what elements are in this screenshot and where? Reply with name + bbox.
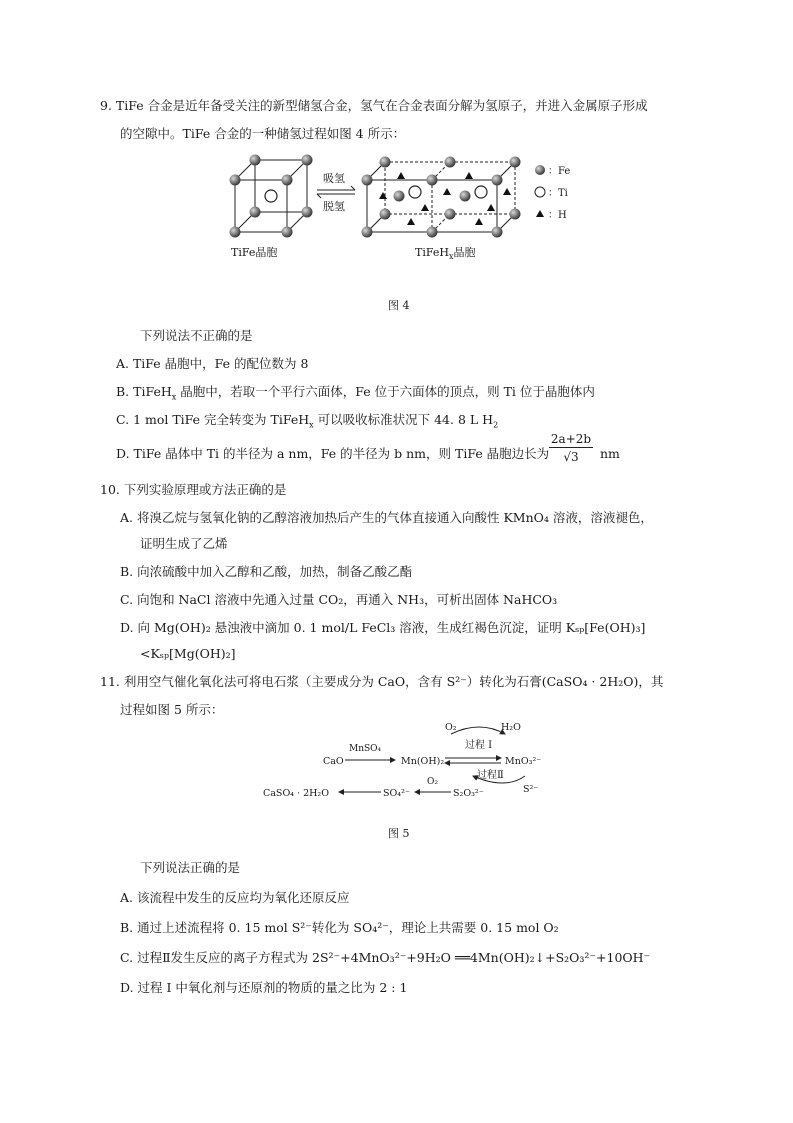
q9-option-a: A. TiFe 晶胞中，Fe 的配位数为 8 — [116, 356, 309, 371]
q9-option-b: B. TiFeH$_x$ 晶胞中，若取一个平行六面体，Fe 位于六面体的顶点，则 Ti 位于晶胞体内 — [116, 384, 595, 402]
process-2-label: 过程Ⅱ — [477, 770, 504, 781]
process-1-label: 过程 Ⅰ — [465, 740, 493, 751]
q9-d-numerator: 2a+2b — [550, 432, 592, 446]
h2o-label: H₂O — [501, 722, 521, 733]
q9-stem-line2: 的空隙中。TiFe 合金的一种储氢过程如图 4 所示： — [120, 126, 406, 141]
cao-label: CaO — [323, 756, 344, 767]
q10-option-d-line2: <Kₛₚ[Mg(OH)₂] — [140, 646, 236, 661]
q11-option-b: B. 通过上述流程将 0. 15 mol S²⁻转化为 SO₄²⁻，理论上共需要 0. 15 mol O₂ — [120, 920, 559, 935]
q11-prompt: 下列说法正确的是 — [140, 860, 241, 875]
tifehx-caption: TiFeH$_x$晶胞 — [415, 246, 476, 261]
release-label: 脱氢 — [323, 200, 345, 213]
s2o3-label: S₂O₃²⁻ — [453, 788, 484, 799]
tifehx-unit-cell — [367, 162, 515, 232]
legend-fe-label: ：Fe — [548, 166, 571, 177]
legend-ti-swatch — [535, 187, 545, 197]
q10-option-a-line1: A. 将溴乙烷与氢氧化钠的乙醇溶液加热后产生的气体直接通入向酸性 KMnO₄ 溶液，溶液褪色， — [120, 510, 653, 525]
tife-ti-atom — [265, 190, 277, 202]
process-1-curve — [451, 727, 505, 734]
q10-option-b: B. 向浓硫酸中加入乙醇和乙酸，加热，制备乙酸乙酯 — [120, 564, 413, 579]
figure-5-process-diagram — [255, 718, 555, 818]
legend-fe-swatch — [535, 165, 545, 175]
q10-stem: 10. 下列实验原理或方法正确的是 — [100, 482, 287, 497]
legend-ti-label: ：Ti — [548, 188, 568, 199]
tife-caption: TiFe晶胞 — [231, 246, 278, 259]
q11-option-a: A. 该流程中发生的反应均为氧化还原反应 — [120, 890, 350, 905]
legend — [535, 165, 570, 221]
q9-stem-line1: 9. TiFe 合金是近年备受关注的新型储氢合金，氢气在合金表面分解为氢原子，并进入金属原子形成 — [100, 98, 648, 113]
q9-d-fraction-bar — [549, 447, 593, 448]
q9-prompt: 下列说法不正确的是 — [140, 328, 253, 343]
absorb-label: 吸氢 — [323, 172, 345, 185]
mnso4-label: MnSO₄ — [349, 744, 382, 754]
q11-stem-line2: 过程如图 5 所示： — [120, 702, 224, 717]
figure-5-caption: 图 5 — [388, 827, 410, 840]
s2-label: S²⁻ — [523, 784, 539, 795]
q9-d-denominator: √3 — [563, 450, 579, 464]
q11-stem-line1: 11. 利用空气催化氧化法可将电石浆（主要成分为 CaO，含有 S²⁻）转化为石膏(CaSO₄ · 2H₂O)，其 — [100, 674, 664, 689]
q9-option-c: C. 1 mol TiFe 完全转变为 TiFeH$_x$ 可以吸收标准状况下 44. 8 L $H_2$ — [116, 412, 499, 430]
o2-bottom: O₂ — [427, 777, 438, 787]
q9-d-unit: nm — [600, 446, 620, 461]
q10-option-d-line1: D. 向 Mg(OH)₂ 悬浊液中滴加 0. 1 mol/L FeCl₃ 溶液，生成红褐色沉淀，证明 Kₛₚ[Fe(OH)₃] — [120, 620, 646, 635]
so4-label: SO₄²⁻ — [383, 788, 410, 799]
caso4-label: CaSO₄ · 2H₂O — [263, 788, 330, 799]
legend-h-label: ：H — [548, 210, 567, 221]
mno3-label: MnO₃²⁻ — [505, 756, 542, 767]
mnoh2-label: Mn(OH)₂ — [401, 756, 445, 767]
q10-option-a-line2: 证明生成了乙烯 — [140, 536, 228, 551]
figure-4-caption: 图 4 — [388, 299, 410, 312]
q11-option-d: D. 过程 Ⅰ 中氧化剂与还原剂的物质的量之比为 2 : 1 — [120, 980, 408, 995]
legend-h-swatch — [536, 210, 544, 217]
o2-top: O₂ — [445, 722, 457, 733]
q10-option-c: C. 向饱和 NaCl 溶液中先通入过量 CO₂，再通入 NH₃，可析出固体 NaHCO₃ — [120, 592, 558, 607]
q9-option-d: D. TiFe 晶体中 Ti 的半径为 a nm，Fe 的半径为 b nm，则 TiFe 晶胞边长为 — [116, 446, 550, 461]
figure-4-crystal-cells — [225, 148, 585, 288]
q11-option-c: C. 过程Ⅱ发生反应的离子方程式为 2S²⁻+4MnO₃²⁻+9H₂O ══4Mn(OH)₂↓+S₂O₃²⁻+10OH⁻ — [120, 950, 651, 965]
